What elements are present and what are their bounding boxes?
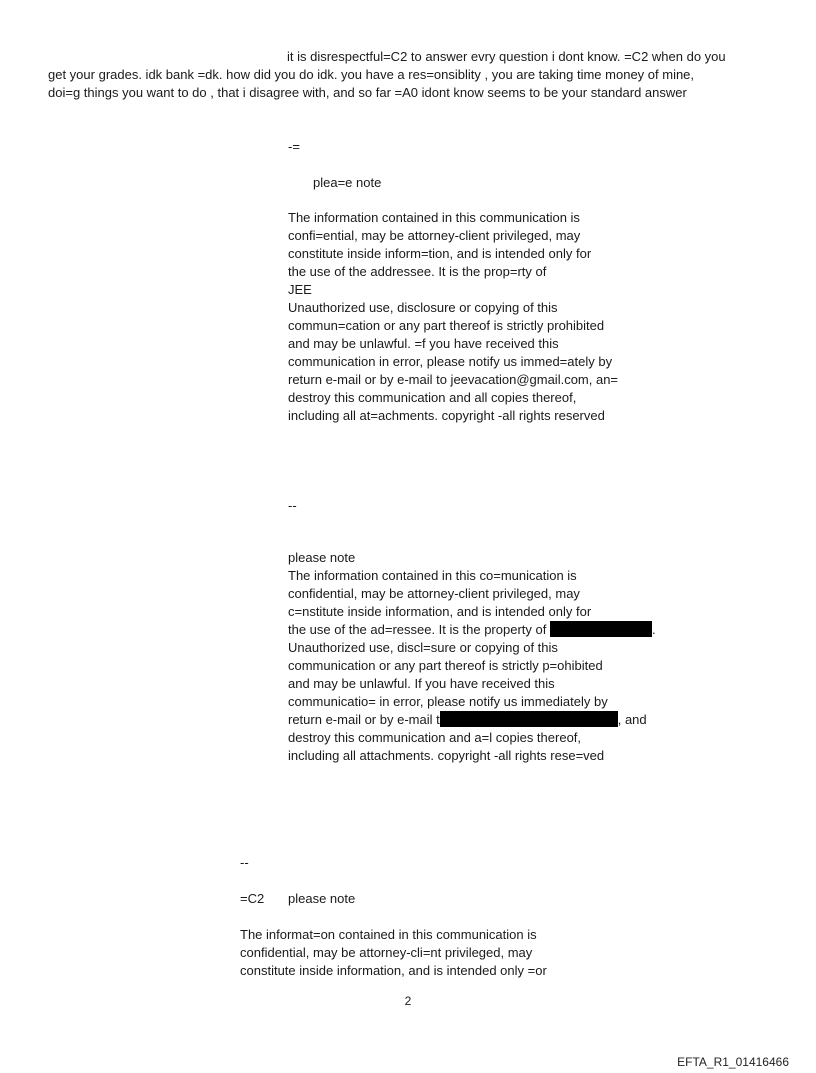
disclaimer-line-with-redaction [288,711,656,729]
disclaimer-text: return e-mail or by e-mail t [288,712,440,727]
disclaimer-line: communicatio= in error, please notify us immediately by [288,694,608,709]
intro-line-1: it is disrespectful=C2 to answer evry question i dont know. =C2 when do you [287,49,726,64]
disclaimer-line: Unauthorized use, discl=sure or copying of this [288,640,558,655]
disclaimer-line: the use of the addressee. It is the prop=rty of [288,264,547,279]
disclaimer-line: communication or any part thereof is strictly p=ohibited [288,658,603,673]
disclaimer-line-with-redaction [288,621,656,639]
section1-heading: plea=e note [313,175,382,190]
disclaimer-line: destroy this communication and a=l copies thereof, [288,730,582,745]
section2-heading: please note [288,550,356,565]
redaction-box [440,711,618,727]
disclaimer-text: . [651,622,656,637]
separator-1: -= [288,139,300,154]
section3-heading: please note [288,891,356,906]
intro-line-3: doi=g things you want to do , that i disagree with, and so far =A0 idont know seems to be your standard answer [48,85,687,100]
disclaimer-line: confidential, may be attorney-client privileged, may [288,586,580,601]
section3-prefix: =C2 [240,891,265,906]
document-id: EFTA_R1_01416466 [677,1055,789,1069]
disclaimer-line: The information contained in this communication is [288,210,580,225]
disclaimer-line: and may be unlawful. =f you have received this [288,336,559,351]
page-number: 2 [404,994,412,1008]
disclaimer-line: constitute inside information, and is intended only =or [240,963,547,978]
disclaimer-line: including all at=achments. copyright -all rights reserved [288,408,605,423]
disclaimer-line: and may be unlawful. If you have received this [288,676,555,691]
disclaimer-line: confi=ential, may be attorney-client privileged, may [288,228,581,243]
disclaimer-line: communication in error, please notify us immed=ately by [288,354,613,369]
disclaimer-line: return e-mail or by e-mail to jeevacation@gmail.com, an= [288,372,619,387]
section3-disclaimer [240,926,547,980]
disclaimer-text: the use of the ad=ressee. It is the property of [288,622,547,637]
separator-2: -- [288,498,297,513]
disclaimer-line: The informat=on contained in this communication is [240,927,537,942]
section2-disclaimer [288,549,656,765]
disclaimer-line: The information contained in this co=munication is [288,568,577,583]
disclaimer-line: commun=cation or any part thereof is strictly prohibited [288,318,605,333]
section1-disclaimer [288,209,618,425]
disclaimer-line: confidential, may be attorney-cli=nt privileged, may [240,945,533,960]
intro-line-2: get your grades. idk bank =dk. how did you do idk. you have a res=onsiblity , you are taking time money of mine, [48,67,695,82]
disclaimer-line: c=nstitute inside information, and is intended only for [288,604,592,619]
redaction-box [550,621,652,637]
disclaimer-line: destroy this communication and all copies thereof, [288,390,577,405]
disclaimer-line: constitute inside inform=tion, and is intended only for [288,246,592,261]
disclaimer-line: JEE [288,282,312,297]
disclaimer-line: including all attachments. copyright -all rights rese=ved [288,748,605,763]
separator-3: -- [240,855,249,870]
disclaimer-text: , and [617,712,647,727]
disclaimer-line: Unauthorized use, disclosure or copying of this [288,300,558,315]
